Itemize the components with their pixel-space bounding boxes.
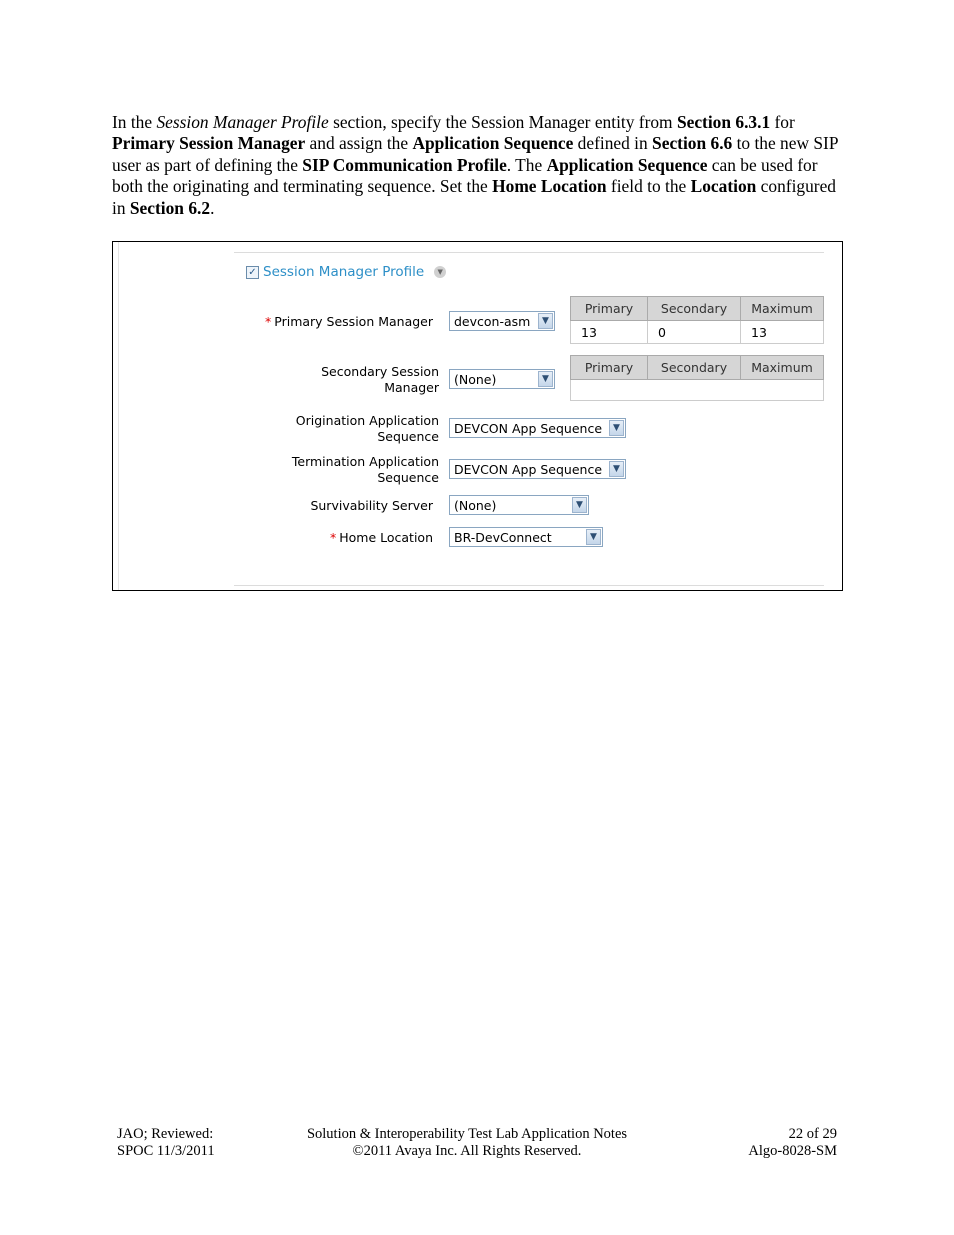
top-divider	[234, 252, 824, 253]
primary-session-manager-label: * Primary Session Manager	[265, 314, 433, 329]
table-cell: 13	[571, 321, 648, 344]
table-cell: 0	[648, 321, 741, 344]
table-header: Maximum	[741, 356, 824, 380]
section-checkbox[interactable]: ✓	[246, 266, 259, 279]
primary-counts-table	[570, 296, 824, 344]
screenshot-frame	[112, 241, 843, 591]
secondary-session-manager-select[interactable]: (None) ▼	[449, 369, 555, 389]
footer-right: 22 of 29 Algo-8028-SM	[748, 1126, 837, 1159]
termination-application-select[interactable]: DEVCON App Sequence ▼	[449, 459, 626, 479]
termination-application-label: Termination Application Sequence	[291, 454, 439, 485]
home-location-label: * Home Location	[329, 530, 433, 545]
table-header: Primary	[571, 297, 648, 321]
table-header: Secondary	[648, 356, 741, 380]
empty-row	[571, 380, 824, 401]
section-header[interactable]	[246, 264, 446, 280]
table-header: Primary	[571, 356, 648, 380]
chevron-down-icon: ▼	[538, 371, 553, 387]
section-title: Session Manager Profile	[263, 264, 425, 280]
home-location-select[interactable]: BR-DevConnect ▼	[449, 527, 603, 547]
origination-application-label: Origination Application Sequence	[295, 413, 439, 444]
collapse-icon[interactable]: ▼	[434, 266, 446, 278]
table-cell: 13	[741, 321, 824, 344]
chevron-down-icon: ▼	[538, 313, 553, 329]
footer-center: Solution & Interoperability Test Lab Application Notes ©2011 Avaya Inc. All Rights Reserved.	[306, 1126, 628, 1159]
chevron-down-icon: ▼	[586, 529, 601, 545]
footer-left: JAO; Reviewed: SPOC 11/3/2011	[117, 1126, 215, 1159]
survivability-server-select[interactable]: (None) ▼	[449, 495, 589, 515]
table-header: Maximum	[741, 297, 824, 321]
secondary-session-manager-label: Secondary Session Manager	[321, 364, 439, 395]
chevron-down-icon: ▼	[572, 497, 587, 513]
chevron-down-icon: ▼	[609, 420, 624, 436]
instruction-paragraph: In the Session Manager Profile section, specify the Session Manager entity from Section 6.3.1 for Primary Session Manager and assign the Application Sequence defined in Section 6.6 to the new SIP user as part of defining the SIP Communication Profile. The Application Sequence can be used for both the originating and terminating sequence. Set the Home Location field to the Location configured in Section 6.2.	[112, 112, 838, 218]
origination-application-select[interactable]: DEVCON App Sequence ▼	[449, 418, 626, 438]
survivability-server-label: Survivability Server	[310, 498, 433, 513]
secondary-counts-table	[570, 355, 824, 401]
primary-session-manager-select[interactable]: devcon-asm ▼	[449, 311, 555, 331]
table-header: Secondary	[648, 297, 741, 321]
chevron-down-icon: ▼	[609, 461, 624, 477]
left-rule	[118, 242, 119, 590]
bottom-divider	[234, 585, 824, 586]
